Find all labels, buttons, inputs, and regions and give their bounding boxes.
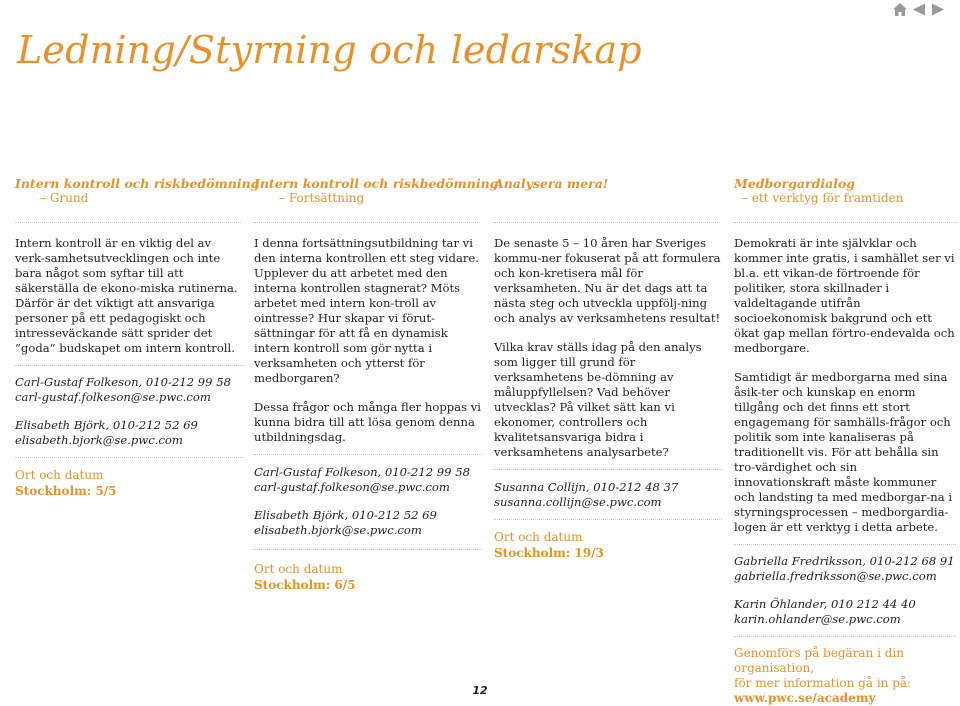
contact-block: [734, 554, 956, 584]
course-body-2: [254, 236, 482, 593]
divider: [254, 222, 480, 223]
location-date: Stockholm: 19/3: [494, 546, 604, 560]
column-title: Intern kontroll och riskbedömning: [15, 176, 260, 191]
description-paragraph: Vilka krav ställs idag på den analys som ligger till grund för verksamhetens be-dömning av måluppfyllelsen? Vad behöver utvecklas? På vilket sätt kan vi ekonomer, controllers och kvalitetsansvariga bidra i verksamhetens analysarbete?: [494, 340, 702, 459]
description-paragraph: De senaste 5 – 10 åren har Sveriges kommu-ner fokuserat på att formulera och kon-kretisera mål för verksamheten. Nu är det dags att ta nästa steg och utveckla uppfölj-ning och analys av verksamhetens resultat!: [494, 236, 721, 325]
location-date: Stockholm: 6/5: [254, 578, 356, 592]
contact-email[interactable]: elisabeth.bjork@se.pwc.com: [15, 433, 183, 447]
column-header: [254, 176, 499, 210]
column-subtitle: – Grund: [40, 191, 89, 205]
contact-name: Gabriella Fredriksson, 010-212 68 91: [734, 554, 955, 568]
contact-block: [254, 465, 482, 495]
request-note-line: för mer information gå in på:: [734, 676, 912, 690]
description-paragraph: Dessa frågor och många fler hoppas vi kunna bidra till att lösa genom denna utbildningsdag.: [254, 400, 481, 444]
contact-email[interactable]: elisabeth.bjork@se.pwc.com: [254, 523, 422, 537]
description-paragraph: Intern kontroll är en viktig del av verk-samhetsutvecklingen och inte bara något som syftar till att säkerställa de ekono-miska rutinerna. Därför är det viktigt att ansvariga personer på ett pedagogiskt och intresseväckande sätt sprider det ”goda” budskapet om intern kontroll.: [15, 236, 238, 355]
column-title: Medborgardialog: [734, 176, 856, 191]
contact-email[interactable]: gabriella.fredriksson@se.pwc.com: [734, 569, 937, 583]
contact-name: Karin Öhlander, 010 212 44 40: [734, 597, 916, 611]
contact-name: Elisabeth Björk, 010-212 52 69: [15, 418, 198, 432]
course-column-medborgardialog: [734, 176, 960, 210]
contact-block: [15, 418, 243, 448]
course-column-intern-kontroll-grund: [15, 176, 260, 210]
location-label: Ort och datum: [15, 468, 104, 482]
contact-name: Carl-Gustaf Folkeson, 010-212 99 58: [15, 375, 231, 389]
request-note-line: Genomförs på begäran i din organisation,: [734, 646, 904, 675]
contact-block: [254, 508, 482, 538]
course-body-1: [15, 236, 243, 499]
column-title: Analysera mera!: [494, 176, 609, 191]
divider: [254, 454, 482, 455]
divider: [734, 544, 956, 545]
divider: [734, 222, 956, 223]
description-paragraph: I denna fortsättningsutbildning tar vi den interna kontrollen ett steg vidare. Upplever du att arbetet med den interna kontrollen stagnerat? Möts arbetet med intern kon-troll av ointresse? Hur skapar vi förut-sättningar för att få en dynamisk intern kontroll som gör nytta i verksamheten och ytterst för medborgaren?: [254, 236, 479, 385]
column-subtitle: – Fortsättning: [279, 191, 365, 205]
location-date: Stockholm: 5/5: [15, 484, 117, 498]
divider: [494, 519, 722, 520]
arrow-right-icon[interactable]: [930, 2, 946, 17]
top-navigation: [892, 2, 946, 17]
description-paragraph: Samtidigt är medborgarna med sina åsik-ter och kunskap en enorm tillgång och det finns ett stort engagemang för samhälls-frågor och politik som inte kanaliseras på traditionellt vis. För att behålla sin tro-värdighet och sin innovationskraft måste kommuner och landsting ta med medborgar-na i styrningsprocessen – medborgardia-logen är ett verktyg i detta arbete.: [734, 370, 953, 534]
course-body-3: [494, 236, 722, 561]
academy-link[interactable]: www.pwc.se/academy: [734, 691, 876, 705]
location-label: Ort och datum: [494, 530, 583, 544]
course-column-analysera-mera: [494, 176, 722, 210]
column-header: [494, 176, 722, 210]
divider: [15, 222, 241, 223]
contact-email[interactable]: susanna.collijn@se.pwc.com: [494, 495, 662, 509]
contact-name: Carl-Gustaf Folkeson, 010-212 99 58: [254, 465, 470, 479]
home-icon[interactable]: [892, 2, 908, 17]
column-subtitle: – ett verktyg för framtiden: [742, 191, 904, 205]
contact-email[interactable]: carl-gustaf.folkeson@se.pwc.com: [15, 390, 211, 404]
column-header: [15, 176, 260, 210]
page-title: Ledning/Styrning och ledarskap: [17, 28, 642, 72]
contact-email[interactable]: karin.ohlander@se.pwc.com: [734, 612, 901, 626]
description-paragraph: Demokrati är inte självklar och kommer inte gratis, i samhället ser vi bl.a. ett vikan-de förtroende för politiker, stora skillnader i valdeltagande utifrån socioekonomisk bakgrund och ett ökat gap mellan förtro-endevalda och medborgare.: [734, 236, 955, 355]
location-label: Ort och datum: [254, 562, 343, 576]
contact-block: [15, 375, 243, 405]
column-header: [734, 176, 960, 210]
divider: [254, 549, 482, 550]
contact-name: Susanna Collijn, 010-212 48 37: [494, 480, 679, 494]
divider: [734, 636, 956, 637]
divider: [494, 469, 722, 470]
course-column-intern-kontroll-fortsattning: [254, 176, 499, 210]
divider: [15, 365, 243, 366]
divider: [494, 222, 720, 223]
contact-name: Elisabeth Björk, 010-212 52 69: [254, 508, 437, 522]
divider: [15, 457, 243, 458]
contact-block: [494, 480, 722, 510]
page-number: 12: [472, 684, 488, 697]
contact-email[interactable]: carl-gustaf.folkeson@se.pwc.com: [254, 480, 450, 494]
column-title: Intern kontroll och riskbedömning: [254, 176, 499, 191]
contact-block: [734, 597, 956, 627]
course-body-4: [734, 236, 956, 706]
arrow-left-icon[interactable]: [911, 2, 927, 17]
